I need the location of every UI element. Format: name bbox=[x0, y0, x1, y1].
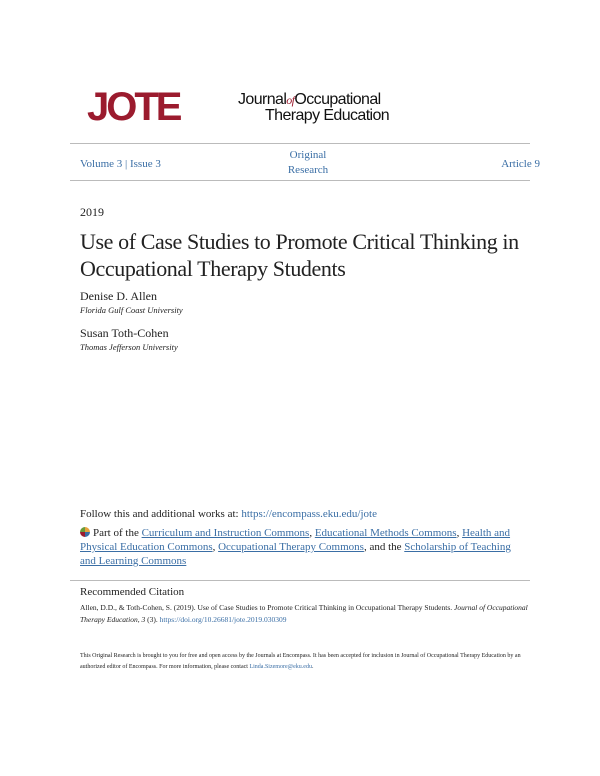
commons-sep: , bbox=[456, 527, 463, 539]
journal-occupational: Occupational bbox=[294, 91, 381, 108]
publication-year: 2019 bbox=[80, 205, 104, 219]
journal-word: Journal bbox=[238, 91, 287, 108]
issue-bar-top-rule bbox=[70, 143, 530, 144]
article-number: Article 9 bbox=[501, 158, 540, 170]
journal-of: of bbox=[286, 93, 295, 107]
issue-link[interactable]: Issue 3 bbox=[129, 158, 161, 170]
issue-separator: | bbox=[125, 158, 128, 170]
citation-text bbox=[80, 602, 530, 626]
volume-link[interactable]: Volume 3 bbox=[80, 158, 123, 170]
jote-logo: JOTE bbox=[87, 85, 180, 129]
journal-line2: Therapy Education bbox=[265, 107, 390, 124]
citation-journal: Journal of Occupational Therapy Education, 3 bbox=[80, 603, 528, 624]
author-name: Susan Toth-Cohen bbox=[80, 326, 169, 340]
commons-link-health-pe[interactable]: Health and Physical Education Commons bbox=[80, 527, 511, 553]
repository-link[interactable]: https://encompass.eku.edu/jote bbox=[241, 508, 377, 520]
citation-body: Allen, D.D., & Toth-Cohen, S. (2019). Use of Case Studies to Promote Critical Thinking in Occupational Therapy Students. bbox=[80, 603, 455, 612]
author-affiliation: Florida Gulf Coast University bbox=[80, 305, 183, 315]
notice-end: . bbox=[311, 664, 314, 670]
article-type bbox=[284, 148, 332, 178]
commons-link-curriculum[interactable]: Curriculum and Instruction Commons bbox=[141, 527, 310, 539]
issue-bar-bottom-rule bbox=[70, 180, 530, 181]
doi-link[interactable]: https://doi.org/10.26681/jote.2019.030309 bbox=[159, 615, 287, 624]
part-of-prefix: Part of the bbox=[93, 527, 142, 539]
journal-wordmark bbox=[238, 92, 408, 124]
contact-email-link[interactable]: Linda.Sizemore@eku.edu bbox=[249, 664, 312, 670]
recommended-citation-heading: Recommended Citation bbox=[80, 586, 185, 598]
commons-link-occupational-therapy[interactable]: Occupational Therapy Commons bbox=[218, 541, 364, 553]
commons-link-educational-methods[interactable]: Educational Methods Commons bbox=[314, 527, 457, 539]
commons-sep: , and the bbox=[363, 541, 405, 553]
commons-sep: , bbox=[309, 527, 315, 539]
article-type-line2: Research bbox=[287, 164, 329, 176]
commons-link-scholarship-teaching[interactable]: Scholarship of Teaching and Learning Commons bbox=[80, 541, 511, 567]
citation-rule bbox=[70, 580, 530, 581]
follow-text: Follow this and additional works at: bbox=[80, 508, 242, 520]
commons-sep: , bbox=[212, 541, 219, 553]
follow-line bbox=[80, 508, 377, 520]
notice-text: This Original Research is brought to you for free and open access by the Journals at Encompass. It has been accepted for inclusion in Journal of Occupational Therapy Education by an authorized editor of Encompass. For more information, please contact bbox=[80, 653, 521, 670]
part-of-commons bbox=[80, 526, 525, 568]
author-name: Denise D. Allen bbox=[80, 289, 157, 303]
article-title: Use of Case Studies to Promote Critical Thinking in Occupational Therapy Students bbox=[80, 229, 519, 281]
volume-issue[interactable] bbox=[80, 158, 161, 170]
author-affiliation: Thomas Jefferson University bbox=[80, 342, 178, 352]
article-type-line1: Original bbox=[289, 149, 327, 161]
access-notice bbox=[80, 651, 530, 673]
citation-issue: (3). bbox=[145, 615, 160, 624]
network-commons-icon bbox=[80, 527, 90, 537]
